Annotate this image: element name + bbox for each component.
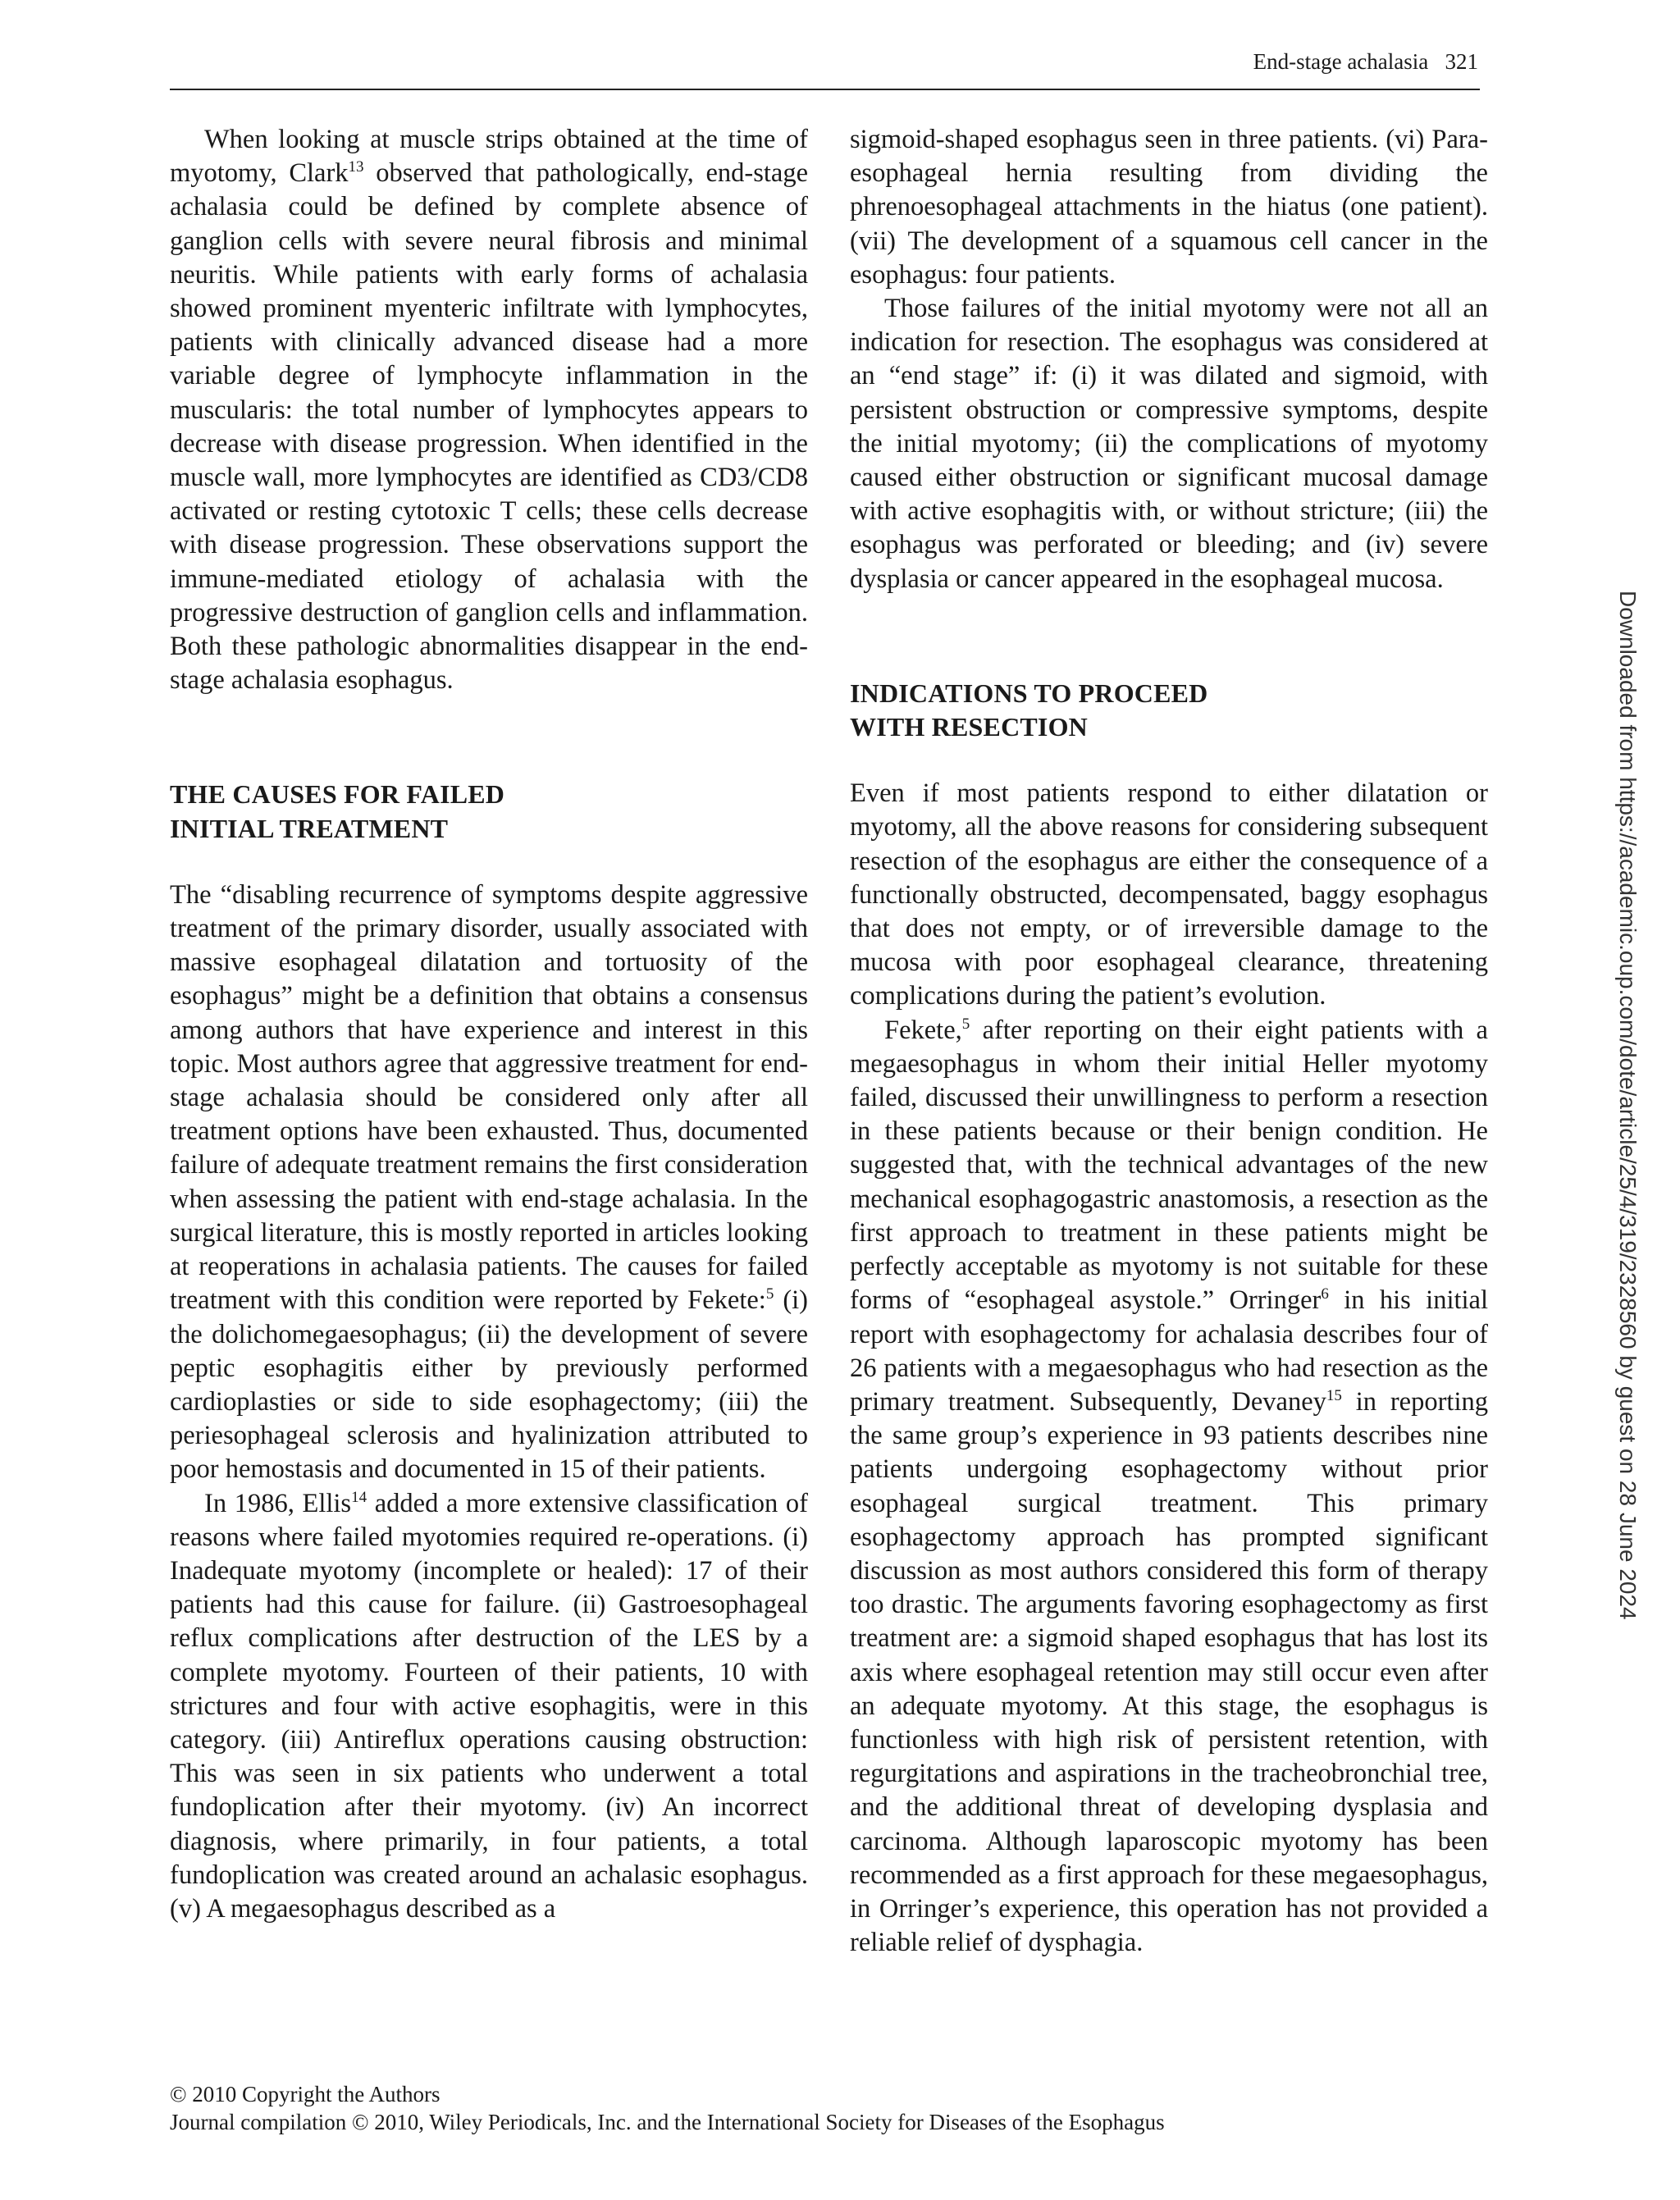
footer: [170, 2080, 1165, 2136]
journal-compilation-line: Journal compilation © 2010, Wiley Periodicals, Inc. and the International Society for Diseases of the Esophagus: [170, 2110, 1165, 2134]
copyright-line: © 2010 Copyright the Authors: [170, 2082, 441, 2106]
download-sidebar: [1608, 591, 1641, 1821]
paragraph: Fekete,$^5$ after reporting on their eight patients with a megaesophagus in whom their initial Heller myotomy failed, discussed their unwillingness to perform a resection in these patients because or their benign condition. He suggested that, with the technical advantages of the new mechanical esophagogastric anastomosis, a resection as the first approach to treatment in these patients might be perfectly acceptable as myotomy is not suitable for these forms of “esophageal asystole.” Orringer$^6$ in his initial report with esophagectomy for achalasia describes four of 26 patients with a megaesophagus who had resection as the primary treatment. Subsequently, Devaney$^{15}$ in reporting the same group’s experience in 93 patients describes nine patients undergoing esophagectomy without prior esophageal surgical treatment. This primary esophagectomy approach has prompted significant discussion as most authors considered this form of therapy too drastic. The arguments favoring esophagectomy as first treatment are: a sigmoid shaped esophagus that has lost its axis where esophageal retention may still occur even after an adequate myotomy. At this stage, the esophagus is functionless with high risk of persistent retention, with regurgitations and aspirations in the tracheobronchial tree, and the additional threat of developing dysplasia and carcinoma. Although laparoscopic myotomy has been recommended as a first approach for these megaesophagus, in Orringer’s experience, this operation has not provided a reliable relief of dysphagia.: [850, 1015, 1488, 1958]
download-notice[interactable]: Downloaded from https://academic.oup.com/dote/article/25/4/319/2328560 by guest on 28 June 2024: [1615, 591, 1641, 1620]
paragraph: The “disabling recurrence of symptoms despite aggressive treatment of the primary disorder, usually associated with massive esophageal dilatation and tortuosity of the esophagus” might be a definition that obtains a consensus among authors that have experience and interest in this topic. Most authors agree that aggressive treatment for end-stage achalasia should be considered only after all treatment options have been exhausted. Thus, documented failure of adequate treatment remains the first consideration when assessing the patient with end-stage achalasia. In the surgical literature, this is mostly reported in articles looking at reoperations in achalasia patients. The causes for failed treatment with this condition were reported by Fekete:$^5$ (i) the dolichomegaesophagus; (ii) the development of severe peptic esophagitis either by previously performed cardioplasties or side to side esophagectomy; (iii) the periesophageal sclerosis and hyalinization attributed to poor hemostasis and documented in 15 of their patients.: [170, 879, 808, 1485]
running-title: End-stage achalasia: [1253, 49, 1429, 74]
reference-marker[interactable]: 5: [961, 1015, 970, 1033]
left-column: [170, 123, 808, 1926]
paragraph: Those failures of the initial myotomy were not all an indication for resection. The esophagus was considered at an “end stage” if: (i) it was dilated and sigmoid, with persistent obstruction or compressive symptoms, despite the initial myotomy; (ii) the complications of myotomy caused either obstruction or significant mucosal damage with active esophagitis with, or without stricture; (iii) the esophagus was perforated or bleeding; and (iv) severe dysplasia or cancer appeared in the esophageal mucosa.: [850, 294, 1488, 594]
page-number: 321: [1445, 49, 1478, 74]
header-text: [1253, 49, 1478, 75]
reference-marker[interactable]: 6: [1321, 1285, 1329, 1303]
paragraph: Even if most patients respond to either dilatation or myotomy, all the above reasons for considering subsequent resection of the esophagus are either the consequence of a functionally obstructed, decompensated, baggy esophagus that does not empty, or of irreversible damage to the mucosa with poor esophageal clearance, threatening complications during the patient’s evolution.: [850, 778, 1488, 1011]
reference-marker[interactable]: 5: [765, 1285, 774, 1303]
reference-marker[interactable]: 14: [351, 1488, 368, 1506]
reference-marker[interactable]: 15: [1326, 1387, 1342, 1405]
paragraph: In 1986, Ellis$^{14}$ added a more extensive classification of reasons where failed myotomies required re-operations. (i) Inadequate myotomy (incomplete or healed): 17 of their patients had this cause for failure. (ii) Gastroesophageal reflux complications after destruction of the LES by a complete myotomy. Fourteen of their patients, 10 with strictures and four with active esophagitis, were in this category. (iii) Antireflux operations causing obstruction: This was seen in six patients who underwent a total fundoplication after their myotomy. (iv) An incorrect diagnosis, where primarily, in four patients, a total fundoplication was created around an achalasic esophagus. (v) A megaesophagus described as a: [170, 1488, 808, 1924]
right-column: [850, 123, 1488, 1960]
section-heading: INDICATIONS TO PROCEED WITH RESECTION: [850, 678, 1208, 742]
running-header: [170, 48, 1480, 90]
section-heading: THE CAUSES FOR FAILED INITIAL TREATMENT: [170, 779, 505, 843]
reference-marker[interactable]: 13: [348, 158, 364, 176]
paragraph: When looking at muscle strips obtained at the time of myotomy, Clark$^{13}$ observed that pathologically, end-stage achalasia could be defined by complete absence of ganglion cells with severe neural fibrosis and minimal neuritis. While patients with early forms of achalasia showed prominent myenteric infiltrate with lymphocytes, patients with clinically advanced disease had a more variable degree of lymphocyte inflammation in the muscularis: the total number of lymphocytes appears to decrease with disease progression. When identified in the muscle wall, more lymphocytes are identified as CD3/CD8 activated or resting cytotoxic T cells; these cells decrease with disease progression. These observations support the immune-mediated etiology of achalasia with the progressive destruction of ganglion cells and inflammation. Both these pathologic abnormalities disappear in the end-stage achalasia esophagus.: [170, 125, 808, 696]
paragraph: sigmoid-shaped esophagus seen in three patients. (vi) Para-esophageal hernia resulting from dividing the phrenoesophageal attachments in the hiatus (one patient). (vii) The development of a squamous cell cancer in the esophagus: four patients.: [850, 125, 1488, 290]
